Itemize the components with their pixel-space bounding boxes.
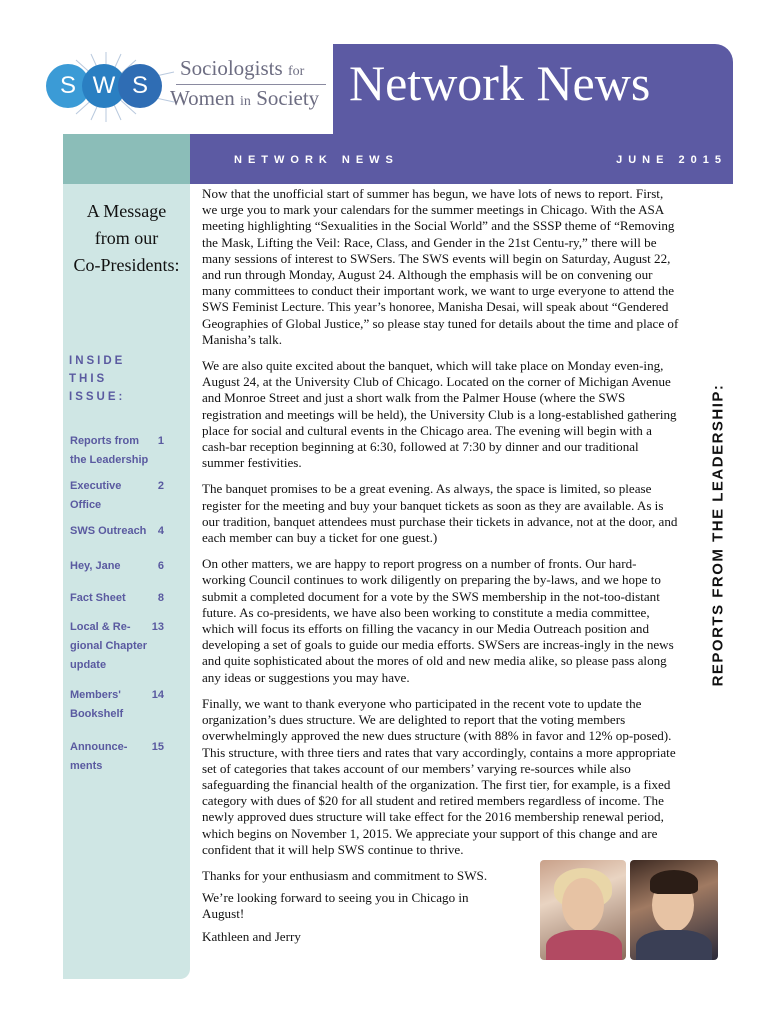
org-name-line1: Sociologists for [180, 56, 305, 80]
article-paragraph: Now that the unofficial start of summer has begun, we have lots of news to report. First, we urge you to mark your calendars for the summer meetings in Chicago. With the ASA meeting highlighting “Sexualities in the Social World” and the SSSP theme of “Removing the Mask, Lifting the Veil: Race, Class, and Gender in the 21st Centu-ry,” there will be many sessions of interest to SWSers. The SWS events will begin on Saturday, August 22, and run through Monday, August 24. Although the emphasis will be on convening our many committees to conduct their important work, we want to urge everyone to attend the SWS Feminist Lecture. This year’s honoree, Manisha Desai, will speak about “Gendered Geographies of Global Justice,” so please stay tuned for details about the time and place of Manisha’s talk. [202, 186, 679, 347]
sidebar [63, 184, 190, 979]
newsletter-title: Network News [349, 55, 651, 111]
toc-item-members-bookshelf[interactable]: Members' Bookshelf 14 [70, 689, 164, 720]
signature: Kathleen and Jerry [202, 928, 301, 944]
article-paragraph: Finally, we want to thank everyone who participated in the recent vote to update the organization’s dues structure. We are delighted to report that the voting members overwhelmingly approved the new dues structure (with 88% in favor and 12% op-posed). This structure, with three tiers and rates that vary accordingly, contains a more appropriate set of categories that takes account of our members’ varying re-sources while also safeguarding the financial health of the organization. The first tier, for example, is a fixed category with dues of $20 for all student and retired members regardless of income. The newly approved dues structure will take effect for the 2016 membership renewal period, which begins on November 1, 2015. We appreciate your support of this change and are confident that it will help SWS continue to thrive. [202, 695, 676, 857]
closing-line: We’re looking forward to seeing you in Chicago in August! [202, 890, 469, 922]
logo-letter-s: S [46, 64, 90, 108]
sidebar-banner-segment [63, 134, 190, 184]
logo-divider [176, 84, 326, 85]
banner-issue-date: JUNE 2015 [616, 154, 727, 166]
issue-banner [190, 134, 733, 184]
co-president-photo-kathleen [540, 860, 626, 960]
toc-item-fact-sheet[interactable]: Fact Sheet 8 [70, 592, 164, 604]
co-president-photo-jerry [630, 860, 718, 960]
toc-item-announcements[interactable]: Announce-ments 15 [70, 741, 164, 772]
logo-letter-s2: S [118, 64, 162, 108]
article-body [202, 186, 680, 951]
section-label-vertical: REPORTS FROM THE LEADERSHIP: [709, 383, 727, 687]
toc-item-local-regional[interactable]: Local & Re-gional Chapter update 13 [70, 621, 164, 671]
toc-item-executive-office[interactable]: Executive Office 2 [70, 480, 164, 511]
inside-this-issue-heading: INSIDE THIS ISSUE: [69, 355, 126, 403]
org-name-line2: Women in Society [170, 86, 320, 110]
closing-line: Thanks for your enthusiasm and commitment to SWS. [202, 867, 488, 883]
toc-item-sws-outreach[interactable]: SWS Outreach 4 [70, 525, 164, 537]
toc-item-hey-jane[interactable]: Hey, Jane 6 [70, 560, 164, 572]
article-paragraph: We are also quite excited about the banquet, which will take place on Monday even-ing, August 24, at the University Club of Chicago. Located on the corner of Michigan Avenue and Monroe Street and just a short walk from the Palmer House (where the SWS registration and meetings will be held), the University Club is a long-established gathering place for social and cultural events in the Chicago area. The evening will begin with a cash-bar reception beginning at 6:30, followed at 7:30 by dinner and our traditional summer festivities. [202, 358, 677, 471]
logo-letter-w: W [82, 64, 126, 108]
toc-item-reports[interactable]: Reports from the Leadership 1 [70, 435, 164, 466]
article-paragraph: The banquet promises to be a great evening. As always, the space is limited, so please register for the meeting and buy your banquet tickets as soon as they are available. As is our tradition, banquet attendees must purchase their tickets in advance, not at the door, and each member can buy a ticket for one guest.) [202, 481, 678, 546]
banner-newsletter-name: NETWORK NEWS [234, 154, 399, 166]
masthead [333, 44, 733, 134]
message-heading: A Message from our Co-Presidents: [73, 201, 180, 275]
article-paragraph: On other matters, we are happy to report progress on a number of fronts. Our hard-working Council continues to work diligently on preparing the by-laws, and we hope to submit a completed document for a vote by the SWS membership in the not-too-distant future. As co-presidents, we have also been working to constitute a media committee, which will focus its efforts on filling the vacancy in our Media Outreach position and developing a set of goals to guide our media efforts. SWSers are increas-ingly in the news and quite sophisticated about the mores of old and new media alike, so please pass along any ideas or suggestions you may have. [202, 556, 674, 685]
sws-logo [46, 52, 336, 122]
